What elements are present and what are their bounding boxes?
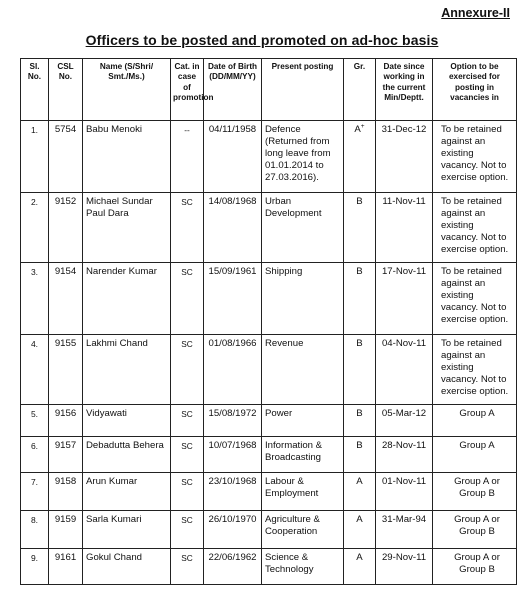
cell-date-working (376, 473, 433, 511)
cell-dob-text: 04/11/1958 (208, 124, 257, 135)
cell-date-working-text: 05-Mar-12 (381, 408, 427, 419)
cell-dob (204, 473, 262, 511)
cell-group (344, 335, 376, 405)
table-body (21, 121, 517, 585)
cell-option-text: Group A or Group B (454, 514, 500, 537)
cell-name (83, 549, 171, 585)
cell-csl (49, 193, 83, 263)
cell-name (83, 335, 171, 405)
cell-present-posting (262, 511, 344, 549)
cell-group-text: B (356, 440, 363, 451)
cell-date-working (376, 405, 433, 437)
cell-csl-text: 5754 (54, 124, 77, 135)
table-row (21, 511, 517, 549)
table-row (21, 263, 517, 335)
cell-present-posting (262, 473, 344, 511)
cell-group (344, 511, 376, 549)
cell-category-text: SC (181, 267, 193, 277)
cell-date-working-text: 17-Nov-11 (381, 266, 427, 277)
table-row (21, 121, 517, 193)
cell-category (171, 511, 204, 549)
cell-category (171, 335, 204, 405)
cell-csl (49, 473, 83, 511)
cell-dob (204, 405, 262, 437)
cell-present-posting-text: Shipping (265, 266, 303, 277)
cell-name-text: Babu Menoki (86, 124, 142, 135)
cell-csl-text: 9158 (54, 476, 77, 487)
cell-option-text: Group A or Group B (454, 476, 500, 499)
cell-option-text: To be retained against an existing vacancy. Not to exercise option. (441, 196, 509, 255)
cell-present-posting (262, 193, 344, 263)
cell-option (433, 511, 517, 549)
cell-option-text: To be retained against an existing vacancy. Not to exercise option. (441, 266, 509, 325)
cell-present-posting-text: Information & Broadcasting (265, 440, 323, 463)
cell-sl (21, 193, 49, 263)
cell-group-text: A (356, 514, 363, 525)
cell-group (344, 263, 376, 335)
cell-dob (204, 335, 262, 405)
cell-group-text: A (356, 552, 363, 563)
cell-option (433, 473, 517, 511)
cell-csl-text: 9161 (54, 552, 77, 563)
cell-option (433, 549, 517, 585)
cell-category-text: SC (181, 553, 193, 563)
cell-sl (21, 121, 49, 193)
cell-name (83, 121, 171, 193)
table-row (21, 193, 517, 263)
cell-dob-text: 15/09/1961 (208, 266, 257, 277)
cell-name-text: Lakhmi Chand (86, 338, 148, 349)
cell-sl-text: 3. (30, 267, 39, 277)
cell-dob (204, 437, 262, 473)
header-sl: Sl. No. (21, 59, 49, 121)
cell-category (171, 473, 204, 511)
cell-present-posting (262, 263, 344, 335)
header-category: Cat. in case of promotion (171, 59, 204, 121)
cell-sl (21, 549, 49, 585)
cell-name-text: Arun Kumar (86, 476, 138, 487)
header-csl: CSL No. (49, 59, 83, 121)
cell-option-text: Group A or Group B (454, 552, 500, 575)
officers-table (20, 58, 517, 585)
cell-date-working-text: 31-Dec-12 (381, 124, 427, 135)
table-row (21, 437, 517, 473)
cell-csl (49, 405, 83, 437)
cell-option-text: To be retained against an existing vacancy. Not to exercise option. (441, 338, 509, 397)
cell-csl-text: 9152 (54, 196, 77, 207)
cell-present-posting-text: Defence (Returned from long leave from 01.01.2014 to 27.03.2016). (265, 124, 331, 183)
cell-date-working (376, 549, 433, 585)
cell-option-text: Group A (459, 408, 495, 419)
cell-option-text: Group A (459, 440, 495, 451)
cell-dob (204, 121, 262, 193)
cell-category-text: SC (181, 477, 193, 487)
cell-csl-text: 9155 (54, 338, 77, 349)
cell-name (83, 437, 171, 473)
cell-name (83, 511, 171, 549)
cell-name-text: Michael Sundar Paul Dara (86, 196, 153, 219)
cell-present-posting-text: Agriculture & Cooperation (265, 514, 320, 537)
header-option: Option to be exercised for posting in vacancies in (433, 59, 517, 121)
cell-sl (21, 437, 49, 473)
cell-dob-text: 01/08/1966 (208, 338, 257, 349)
cell-name-text: Sarla Kumari (86, 514, 142, 525)
cell-category (171, 263, 204, 335)
cell-dob-text: 22/06/1962 (208, 552, 257, 563)
cell-category-text: SC (181, 339, 193, 349)
cell-date-working (376, 437, 433, 473)
cell-option (433, 193, 517, 263)
cell-group (344, 405, 376, 437)
cell-category (171, 121, 204, 193)
cell-present-posting-text: Power (265, 408, 293, 419)
group-superscript: + (360, 122, 365, 130)
cell-group (344, 193, 376, 263)
cell-csl-text: 9154 (54, 266, 77, 277)
cell-option-text: To be retained against an existing vacancy. Not to exercise option. (441, 124, 509, 183)
cell-sl (21, 263, 49, 335)
cell-date-working (376, 335, 433, 405)
cell-category-text: -- (184, 125, 190, 135)
cell-name-text: Debadutta Behera (86, 440, 164, 451)
cell-option (433, 121, 517, 193)
cell-category (171, 549, 204, 585)
cell-option (433, 263, 517, 335)
cell-present-posting (262, 437, 344, 473)
cell-present-posting-text: Urban Development (265, 196, 322, 219)
header-group: Gr. (344, 59, 376, 121)
header-present-posting: Present posting (262, 59, 344, 121)
page-title: Officers to be posted and promoted on ad-hoc basis (85, 32, 439, 48)
cell-present-posting (262, 405, 344, 437)
cell-category (171, 193, 204, 263)
cell-csl (49, 549, 83, 585)
cell-category (171, 405, 204, 437)
cell-sl-text: 9. (30, 553, 39, 563)
cell-option (433, 437, 517, 473)
cell-date-working (376, 193, 433, 263)
cell-present-posting-text: Science & Technology (265, 552, 314, 575)
cell-category-text: SC (181, 441, 193, 451)
cell-dob (204, 263, 262, 335)
cell-present-posting-text: Labour & Employment (265, 476, 319, 499)
header-name: Name (S/Shri/ Smt./Ms.) (83, 59, 171, 121)
cell-date-working-text: 31-Mar-94 (381, 514, 427, 525)
cell-group (344, 437, 376, 473)
cell-csl (49, 437, 83, 473)
cell-sl-text: 7. (30, 477, 39, 487)
cell-sl (21, 335, 49, 405)
header-dob: Date of Birth (DD/MM/YY) (204, 59, 262, 121)
cell-name-text: Narender Kumar (86, 266, 157, 277)
cell-sl-text: 5. (30, 409, 39, 419)
cell-category-text: SC (181, 409, 193, 419)
cell-category-text: SC (181, 197, 193, 207)
cell-sl-text: 1. (30, 125, 39, 135)
cell-date-working-text: 11-Nov-11 (382, 196, 426, 207)
cell-option (433, 405, 517, 437)
cell-sl-text: 2. (30, 197, 39, 207)
cell-dob-text: 26/10/1970 (208, 514, 257, 525)
cell-sl (21, 473, 49, 511)
cell-group (344, 473, 376, 511)
cell-dob-text: 23/10/1968 (208, 476, 257, 487)
cell-name (83, 193, 171, 263)
cell-name (83, 473, 171, 511)
annexure-label: Annexure-II (441, 6, 510, 20)
header-date-working: Date since working in the current Min/Deptt. (376, 59, 433, 121)
cell-name-text: Gokul Chand (86, 552, 142, 563)
cell-present-posting (262, 335, 344, 405)
cell-group-text: B (356, 408, 363, 419)
cell-csl (49, 335, 83, 405)
cell-dob-text: 10/07/1968 (208, 440, 257, 451)
cell-sl (21, 511, 49, 549)
cell-group-text: B (356, 196, 363, 207)
cell-group (344, 121, 376, 193)
table-header-row (21, 59, 517, 121)
cell-sl-text: 6. (30, 441, 39, 451)
table-row (21, 335, 517, 405)
cell-dob (204, 193, 262, 263)
cell-group-text: A (356, 476, 363, 487)
cell-group-text: B (356, 338, 363, 349)
cell-present-posting (262, 549, 344, 585)
cell-name (83, 263, 171, 335)
cell-category (171, 437, 204, 473)
cell-group-text: A (354, 124, 361, 135)
cell-dob-text: 15/08/1972 (208, 408, 257, 419)
cell-csl-text: 9159 (54, 514, 77, 525)
cell-present-posting-text: Revenue (265, 338, 304, 349)
cell-date-working (376, 263, 433, 335)
cell-sl (21, 405, 49, 437)
cell-dob (204, 511, 262, 549)
cell-date-working (376, 121, 433, 193)
cell-date-working-text: 28-Nov-11 (381, 440, 427, 451)
cell-name (83, 405, 171, 437)
cell-option (433, 335, 517, 405)
cell-category-text: SC (181, 515, 193, 525)
table-row (21, 473, 517, 511)
cell-present-posting (262, 121, 344, 193)
cell-sl-text: 8. (30, 515, 39, 525)
cell-date-working (376, 511, 433, 549)
cell-dob-text: 14/08/1968 (208, 196, 257, 207)
cell-csl-text: 9156 (54, 408, 77, 419)
cell-sl-text: 4. (30, 339, 39, 349)
cell-csl (49, 121, 83, 193)
cell-date-working-text: 29-Nov-11 (381, 552, 427, 563)
cell-csl (49, 263, 83, 335)
cell-group (344, 549, 376, 585)
cell-date-working-text: 01-Nov-11 (381, 476, 427, 487)
cell-dob (204, 549, 262, 585)
cell-csl (49, 511, 83, 549)
cell-csl-text: 9157 (54, 440, 77, 451)
cell-group-text: B (356, 266, 363, 277)
cell-name-text: Vidyawati (86, 408, 127, 419)
table-row (21, 405, 517, 437)
table-row (21, 549, 517, 585)
cell-date-working-text: 04-Nov-11 (381, 338, 427, 349)
